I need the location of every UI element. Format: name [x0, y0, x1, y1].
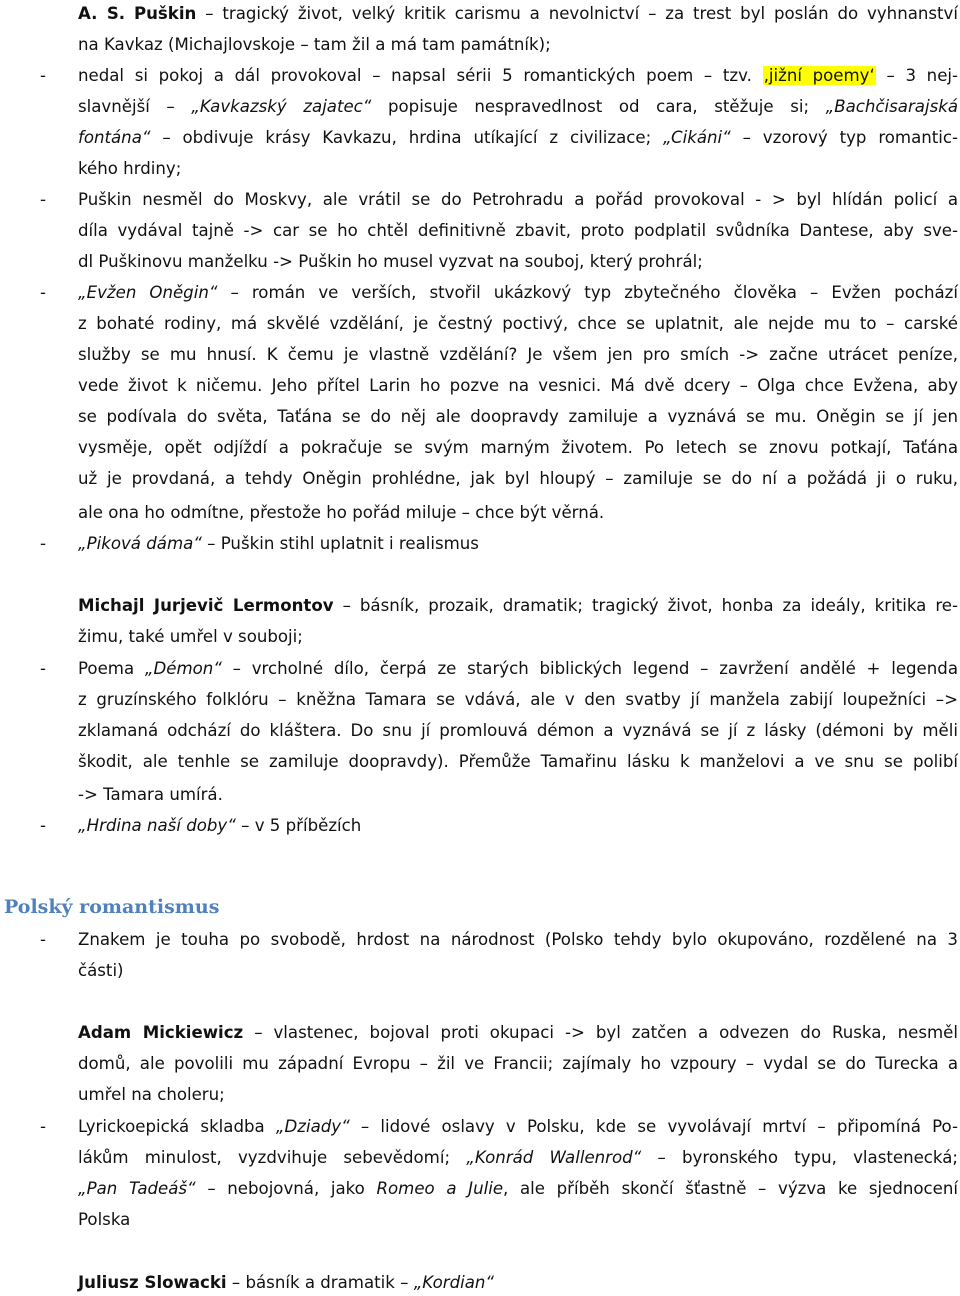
work-title: „Hrdina naší doby“	[78, 816, 236, 835]
author-initials: A. S.	[78, 4, 126, 23]
mickiewicz-line-1: Adam Mickiewicz – vlastenec, bojoval proti okupaci -> byl zatčen a odvezen do Ruska, nesměl	[78, 1023, 958, 1042]
pushkin-line-9: dl Puškinovu manželku -> Puškin ho musel vyzvat na souboj, který prohrál;	[78, 252, 703, 271]
onegin-line-1: „Evžen Oněgin“ – román ve verších, stvořil ukázkový typ zbytečného člověka – Evžen pochází	[78, 283, 958, 302]
work-title: „Piková dáma“	[78, 534, 202, 553]
onegin-line-4: vede život k ničemu. Jeho přítel Larin ho pozve na vesnici. Má dvě dcery – Olga chce Evžena, aby	[78, 376, 958, 395]
onegin-line-6: vysměje, opět odjíždí a pokračuje se svým marným životem. Po letech se znovu potkají, Taťána	[78, 438, 958, 457]
work-title: Romeo a Julie	[376, 1179, 504, 1198]
work-title: „Konrád Wallenrod“	[466, 1148, 642, 1167]
bullet: -	[40, 930, 46, 949]
lermontov-line-1: Michajl Jurjevič Lermontov – básník, prozaik, dramatik; tragický život, honba za ideály, kritika re-	[78, 596, 958, 615]
author-name-slowacki: Juliusz Slowacki	[78, 1273, 227, 1292]
dziady-line-1: Lyrickoepická skladba „Dziady“ – lidové oslavy v Polsku, kde se vyvolávají mrtví – připomíná Po-	[78, 1117, 959, 1136]
pushkin-line-7: Puškin nesměl do Moskvy, ale vrátil se do Petrohradu a pořád provokoval - > byl hlídán policí a	[78, 190, 958, 209]
author-name-mickiewicz: Adam Mickiewicz	[78, 1023, 244, 1042]
work-title: „Kordian“	[413, 1273, 494, 1292]
lermontov-line-2: žimu, také umřel v souboji;	[78, 627, 303, 646]
mickiewicz-line-3: umřel na choleru;	[78, 1085, 225, 1104]
work-title: „Pan Tadeáš“	[78, 1179, 196, 1198]
onegin-line-2: z bohaté rodiny, má skvělé vzdělání, je čestný poctivý, chce se uplatnit, ale nejde mu to – carské	[78, 314, 958, 333]
section-heading: Polský romantismus	[4, 896, 220, 918]
onegin-line-5: se podívala do světa, Taťána se do něj ale doopravdy zamiluje a vyznává se mu. Oněgin se jí jen	[78, 407, 958, 426]
pushkin-line-2: na Kavkaz (Michajlovskoje – tam žil a má tam památník);	[78, 35, 551, 54]
pushkin-line-1: A. S. Puškin – tragický život, velký kritik carismu a nevolnictví – za trest byl poslán do vyhnanství	[78, 4, 958, 23]
work-title: „Bachčisarajská	[825, 97, 958, 116]
pushkin-line-4: slavnější – „Kavkazský zajatec“ popisuje nespravedlnost od cara, stěžuje si; „Bachčisarajská	[78, 97, 958, 116]
author-name-pushkin: Puškin	[133, 4, 197, 23]
bullet: -	[40, 66, 46, 85]
dziady-line-3: „Pan Tadeáš“ – nebojovná, jako Romeo a Julie, ale příběh skončí šťastně – výzva ke sjednocení	[78, 1179, 959, 1198]
work-title: „Dziady“	[275, 1117, 350, 1136]
demon-line-1: Poema „Démon“ – vrcholné dílo, čerpá ze starých biblických legend – zavržení andělé + legenda	[78, 659, 958, 678]
onegin-line-3: služby se mu hnusí. K čemu je vlastně vzdělání? Je všem jen pro smích -> začne utrácet peníze,	[78, 345, 958, 364]
slowacki-line: Juliusz Slowacki – básník a dramatik – „Kordian“	[78, 1273, 494, 1292]
pushkin-line-8: díla vydával tajně -> car se ho chtěl definitivně zbavit, proto podplatil svůdníka Dantese, aby sve-	[78, 221, 958, 240]
work-title: „Cikáni“	[663, 128, 731, 147]
demon-line-3: zklamaná odchází do kláštera. Do snu jí promlouvá démon a vyznává se jí z lásky (démoni by měli	[78, 721, 958, 740]
bullet: -	[40, 283, 46, 302]
work-title: „Evžen Oněgin“	[78, 283, 218, 302]
demon-line-2: z gruzínského folklóru – kněžna Tamara se vdává, ale v den svatby jí manžela zabijí loupežníci –>	[78, 690, 958, 709]
pushkin-line-3: nedal si pokoj a dál provokoval – napsal sérii 5 romantických poem – tzv. ‚jižní poemy‘ – 3 nej-	[78, 66, 958, 85]
bullet: -	[40, 1117, 46, 1136]
znakem-line-1: Znakem je touha po svobodě, hrdost na národnost (Polsko tehdy bylo okupováno, rozdělené na 3	[78, 930, 958, 949]
highlight-jizni-poemy: ‚jižní poemy‘	[763, 66, 875, 85]
pikova-line: „Piková dáma“ – Puškin stihl uplatnit i realismus	[78, 534, 479, 553]
dziady-line-2: lákům minulost, vyzdvihuje sebevědomí; „Konrád Wallenrod“ – byronského typu, vlastenecká;	[78, 1148, 958, 1167]
pushkin-line-5: fontána“ – obdivuje krásy Kavkazu, hrdina utíkající z civilizace; „Cikáni“ – vzorový typ romantic-	[78, 128, 959, 147]
work-title: „Démon“	[144, 659, 222, 678]
onegin-line-7: už je provdaná, a tehdy Oněgin prohlédne, jak byl hloupý – zamiluje se do ní a požádá ji o ruku,	[78, 469, 958, 488]
znakem-line-2: části)	[78, 961, 124, 980]
demon-line-5: -> Tamara umírá.	[78, 785, 223, 804]
bullet: -	[40, 816, 46, 835]
bullet: -	[40, 534, 46, 553]
demon-line-4: škodit, ale tenhle se zamiluje doopravdy). Přemůže Tamařinu lásku k manželovi a ve snu se polibí	[78, 752, 958, 771]
work-title: fontána“	[78, 128, 151, 147]
work-title: „Kavkazský zajatec“	[191, 97, 372, 116]
author-name-lermontov: Michajl Jurjevič Lermontov	[78, 596, 334, 615]
bullet: -	[40, 659, 46, 678]
onegin-line-8: ale ona ho odmítne, přestože ho pořád miluje – chce být věrná.	[78, 503, 605, 522]
bullet: -	[40, 190, 46, 209]
hrdina-line: „Hrdina naší doby“ – v 5 příbězích	[78, 816, 362, 835]
mickiewicz-line-2: domů, ale povolili mu západní Evropu – žil ve Francii; zajímaly ho vzpoury – vydal se do Turecka a	[78, 1054, 958, 1073]
pushkin-line-6: kého hrdiny;	[78, 159, 182, 178]
dziady-line-4: Polska	[78, 1210, 131, 1229]
